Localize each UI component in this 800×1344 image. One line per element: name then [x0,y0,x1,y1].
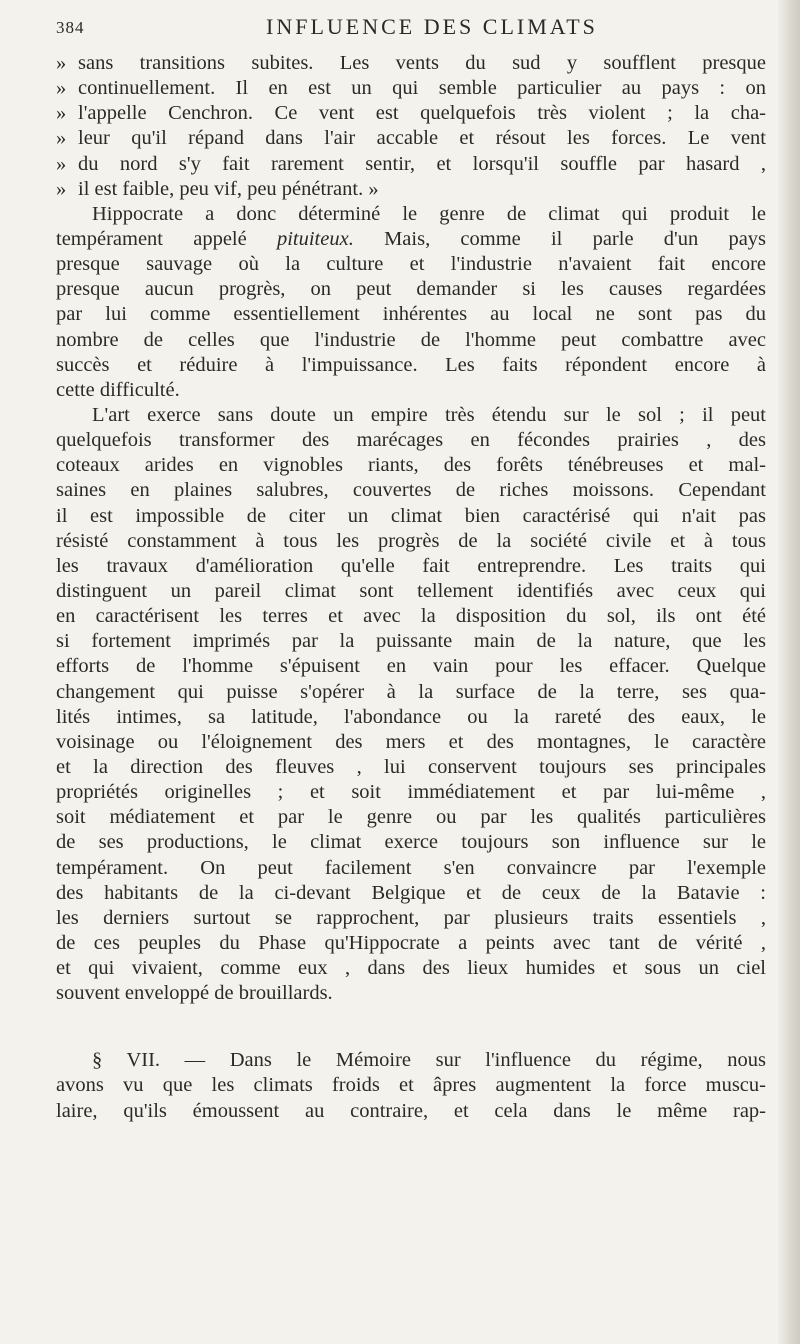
text-line: si fortement imprimés par la puissante main de la nature, que les [56,630,766,653]
text-line: laire, qu'ils émoussent au contraire, et cela dans le même rap- [56,1099,766,1122]
text-line: les travaux d'amélioration qu'elle fait entreprendre. Les traits qui [56,554,766,577]
text-line: » du nord s'y fait rarement sentir, et lorsqu'il souffle par hasard , [56,152,766,177]
italic-term: pituiteux. [276,227,354,250]
text-line: » continuellement. Il en est un qui semble particulier au pays : on [56,76,766,101]
text-line: avons vu que les climats froids et âpres augmentent la force muscu- [56,1074,766,1097]
text-line: presque sauvage où la culture et l'industrie n'avaient fait encore [56,253,766,276]
text-line: par lui comme essentiellement inhérentes au local ne sont pas du [56,303,766,326]
text-line: des habitants de la ci-devant Belgique et de ceux de la Batavie : [56,881,766,904]
text-line: nombre de celles que l'industrie de l'homme peut combattre avec [56,328,766,351]
text-line: saines en plaines salubres, couvertes de riches moissons. Cependant [56,479,766,502]
text-line: tempérament appelé pituiteux. Mais, comme il parle d'un pays [56,227,766,250]
paragraph-hippocrate [56,202,766,403]
text-line: il est impossible de citer un climat bien caractérisé qui n'ait pas [56,504,766,527]
quote-mark: » [56,52,67,74]
text-line: succès et réduire à l'impuissance. Les faits répondent encore à [56,353,766,376]
text-line: voisinage ou l'éloignement des mers et des montagnes, le caractère [56,730,766,753]
text-line: distinguent un pareil climat sont tellement identifiés avec ceux qui [56,579,766,602]
body-text [56,51,766,1124]
text-line: » leur qu'il répand dans l'air accable et résout les forces. Le vent [56,126,766,151]
paragraph-art-exerce [56,403,766,1006]
quote-mark: » [56,152,67,175]
text-line: les derniers surtout se rapprochent, par plusieurs traits essentiels , [56,906,766,929]
text-line: » il est faible, peu vif, peu pénétrant. » [56,177,766,202]
text-line: changement qui puisse s'opérer à la surface de la terre, ses qua- [56,680,766,703]
quote-mark: » [56,77,67,100]
quote-mark: » [56,102,67,125]
text-line: de ses productions, le climat exerce toujours son influence sur le [56,831,766,854]
text-line: soit médiatement et par le genre ou par les qualités particulières [56,806,766,829]
text-line: L'art exerce sans doute un empire très étendu sur le sol ; il peut [92,403,766,426]
text-line: § VII. — Dans le Mémoire sur l'influence du régime, nous [92,1049,766,1072]
text-line: et qui vivaient, comme eux , dans des lieux humides et sous un ciel [56,957,766,980]
quote-mark: » [56,127,67,150]
text-line: coteaux arides en vignobles riants, des forêts ténébreuses et mal- [56,454,766,477]
section-gap [56,1006,766,1048]
text-line: en caractérisent les terres et avec la disposition du sol, ils ont été [56,605,766,628]
text-line: souvent enveloppé de brouillards. [56,982,333,1005]
quote-mark: » [56,177,67,200]
text-line: presque aucun progrès, on peut demander si les causes regardées [56,278,766,301]
text-line: lités intimes, sa latitude, l'abondance ou la rareté des eaux, le [56,705,766,728]
running-title: INFLUENCE DES CLIMATS [266,14,598,39]
text-line: » l'appelle Cenchron. Ce vent est quelquefois très violent ; la cha- [56,101,766,126]
quoted-passage [56,51,766,202]
page-header [56,10,771,44]
text-line: quelquefois transformer des marécages en fécondes prairies , des [56,429,766,452]
text-line: efforts de l'homme s'épuisent en vain pour les effacer. Quelque [56,655,766,678]
text-line: » sans transitions subites. Les vents du sud y soufflent presque [56,51,766,76]
text-line: propriétés originelles ; et soit immédiatement et par lui-même , [56,781,766,804]
text-line: résisté constamment à tous les progrès de la société civile et à tous [56,529,766,552]
text-line: de ces peuples du Phase qu'Hippocrate a peints avec tant de vérité , [56,931,766,954]
text-line: et la direction des fleuves , lui conservent toujours ses principales [56,755,766,778]
page-number: 384 [56,18,85,37]
text-line: cette difficulté. [56,378,180,401]
paragraph-section-vii [56,1048,766,1123]
text-line: Hippocrate a donc déterminé le genre de climat qui produit le [92,202,766,225]
text-line: tempérament. On peut facilement s'en convaincre par l'exemple [56,856,766,879]
page-edge [778,0,800,1344]
